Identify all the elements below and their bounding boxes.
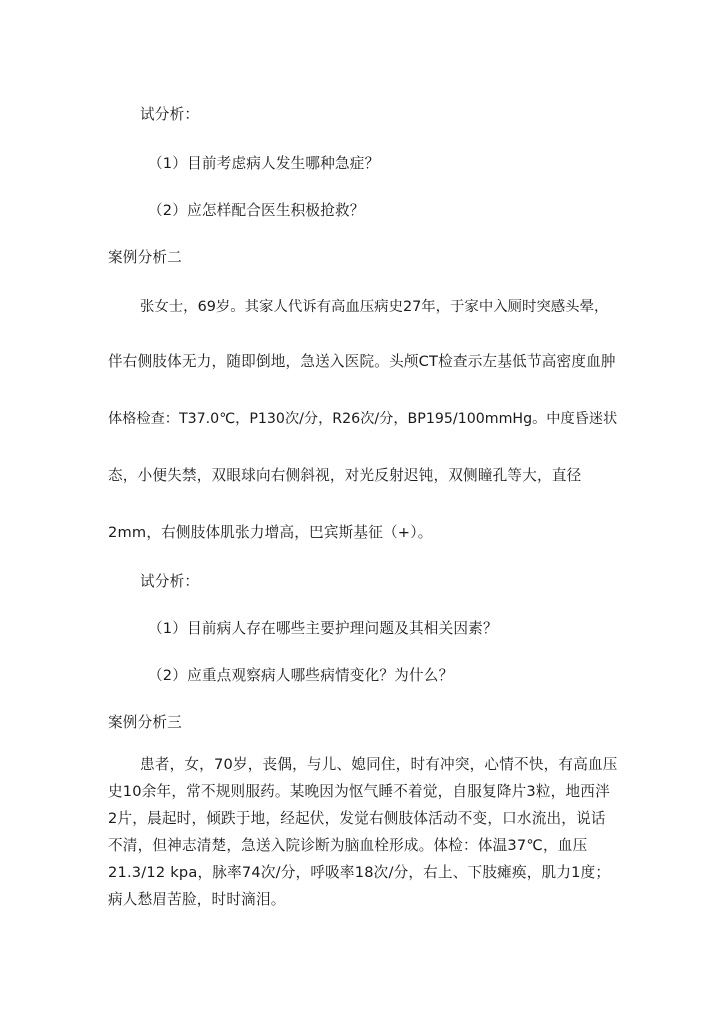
case2-line-2: 伴右侧肢体无力，随即倒地，急送入医院。头颅CT检查示左基低节高密度血肿 (108, 353, 616, 370)
case2-line-3: 体格检查：T37.0℃，P130次/分，R26次/分，BP195/100mmHg。中度昏迷状 (108, 411, 618, 427)
analysis-intro-2: 试分析： (140, 573, 200, 590)
case3-line-4: 不清，但神志清楚，急送入院诊断为脑血栓形成。体检：体温37℃，血压 (108, 837, 588, 854)
case2-title: 案例分析二 (108, 249, 182, 266)
question-2-1: （1）目前病人存在哪些主要护理问题及其相关因素？ (148, 620, 498, 637)
case2-line-4: 态，小便失禁，双眼球向右侧斜视，对光反射迟钝，双侧瞳孔等大，直径 (108, 467, 582, 484)
case3-line-1: 患者，女，70岁，丧偶，与儿、媳同住，时有冲突，心情不快，有高血压 (140, 756, 618, 773)
case3-line-2: 史10余年，常不规则服药。某晚因为怄气睡不着觉，自服复降片3粒，地西泮 (108, 783, 610, 800)
case2-line-5: 2mm，右侧肢体肌张力增高，巴宾斯基征（+）。 (108, 524, 433, 541)
case3-line-6: 病人愁眉苦脸，时时滴泪。 (108, 891, 286, 908)
case3-line-5: 21.3/12 kpa，脉率74次/分，呼吸率18次/分，右上、下肢瘫痪，肌力1度； (108, 864, 611, 881)
question-1-1: （1）目前考虑病人发生哪种急症？ (148, 155, 380, 172)
case3-title: 案例分析三 (108, 714, 182, 731)
case3-line-3: 2片，晨起时，倾跌于地，经起伏，发觉右侧肢体活动不变，口水流出，说话 (108, 810, 606, 827)
question-2-2: （2）应重点观察病人哪些病情变化？为什么？ (148, 667, 454, 684)
question-1-2: （2）应怎样配合医生积极抢救？ (148, 202, 365, 219)
analysis-intro-1: 试分析： (140, 106, 200, 123)
case2-line-1: 张女士，69岁。其家人代诉有高血压病史27年，于家中入厕时突感头晕， (140, 299, 609, 315)
